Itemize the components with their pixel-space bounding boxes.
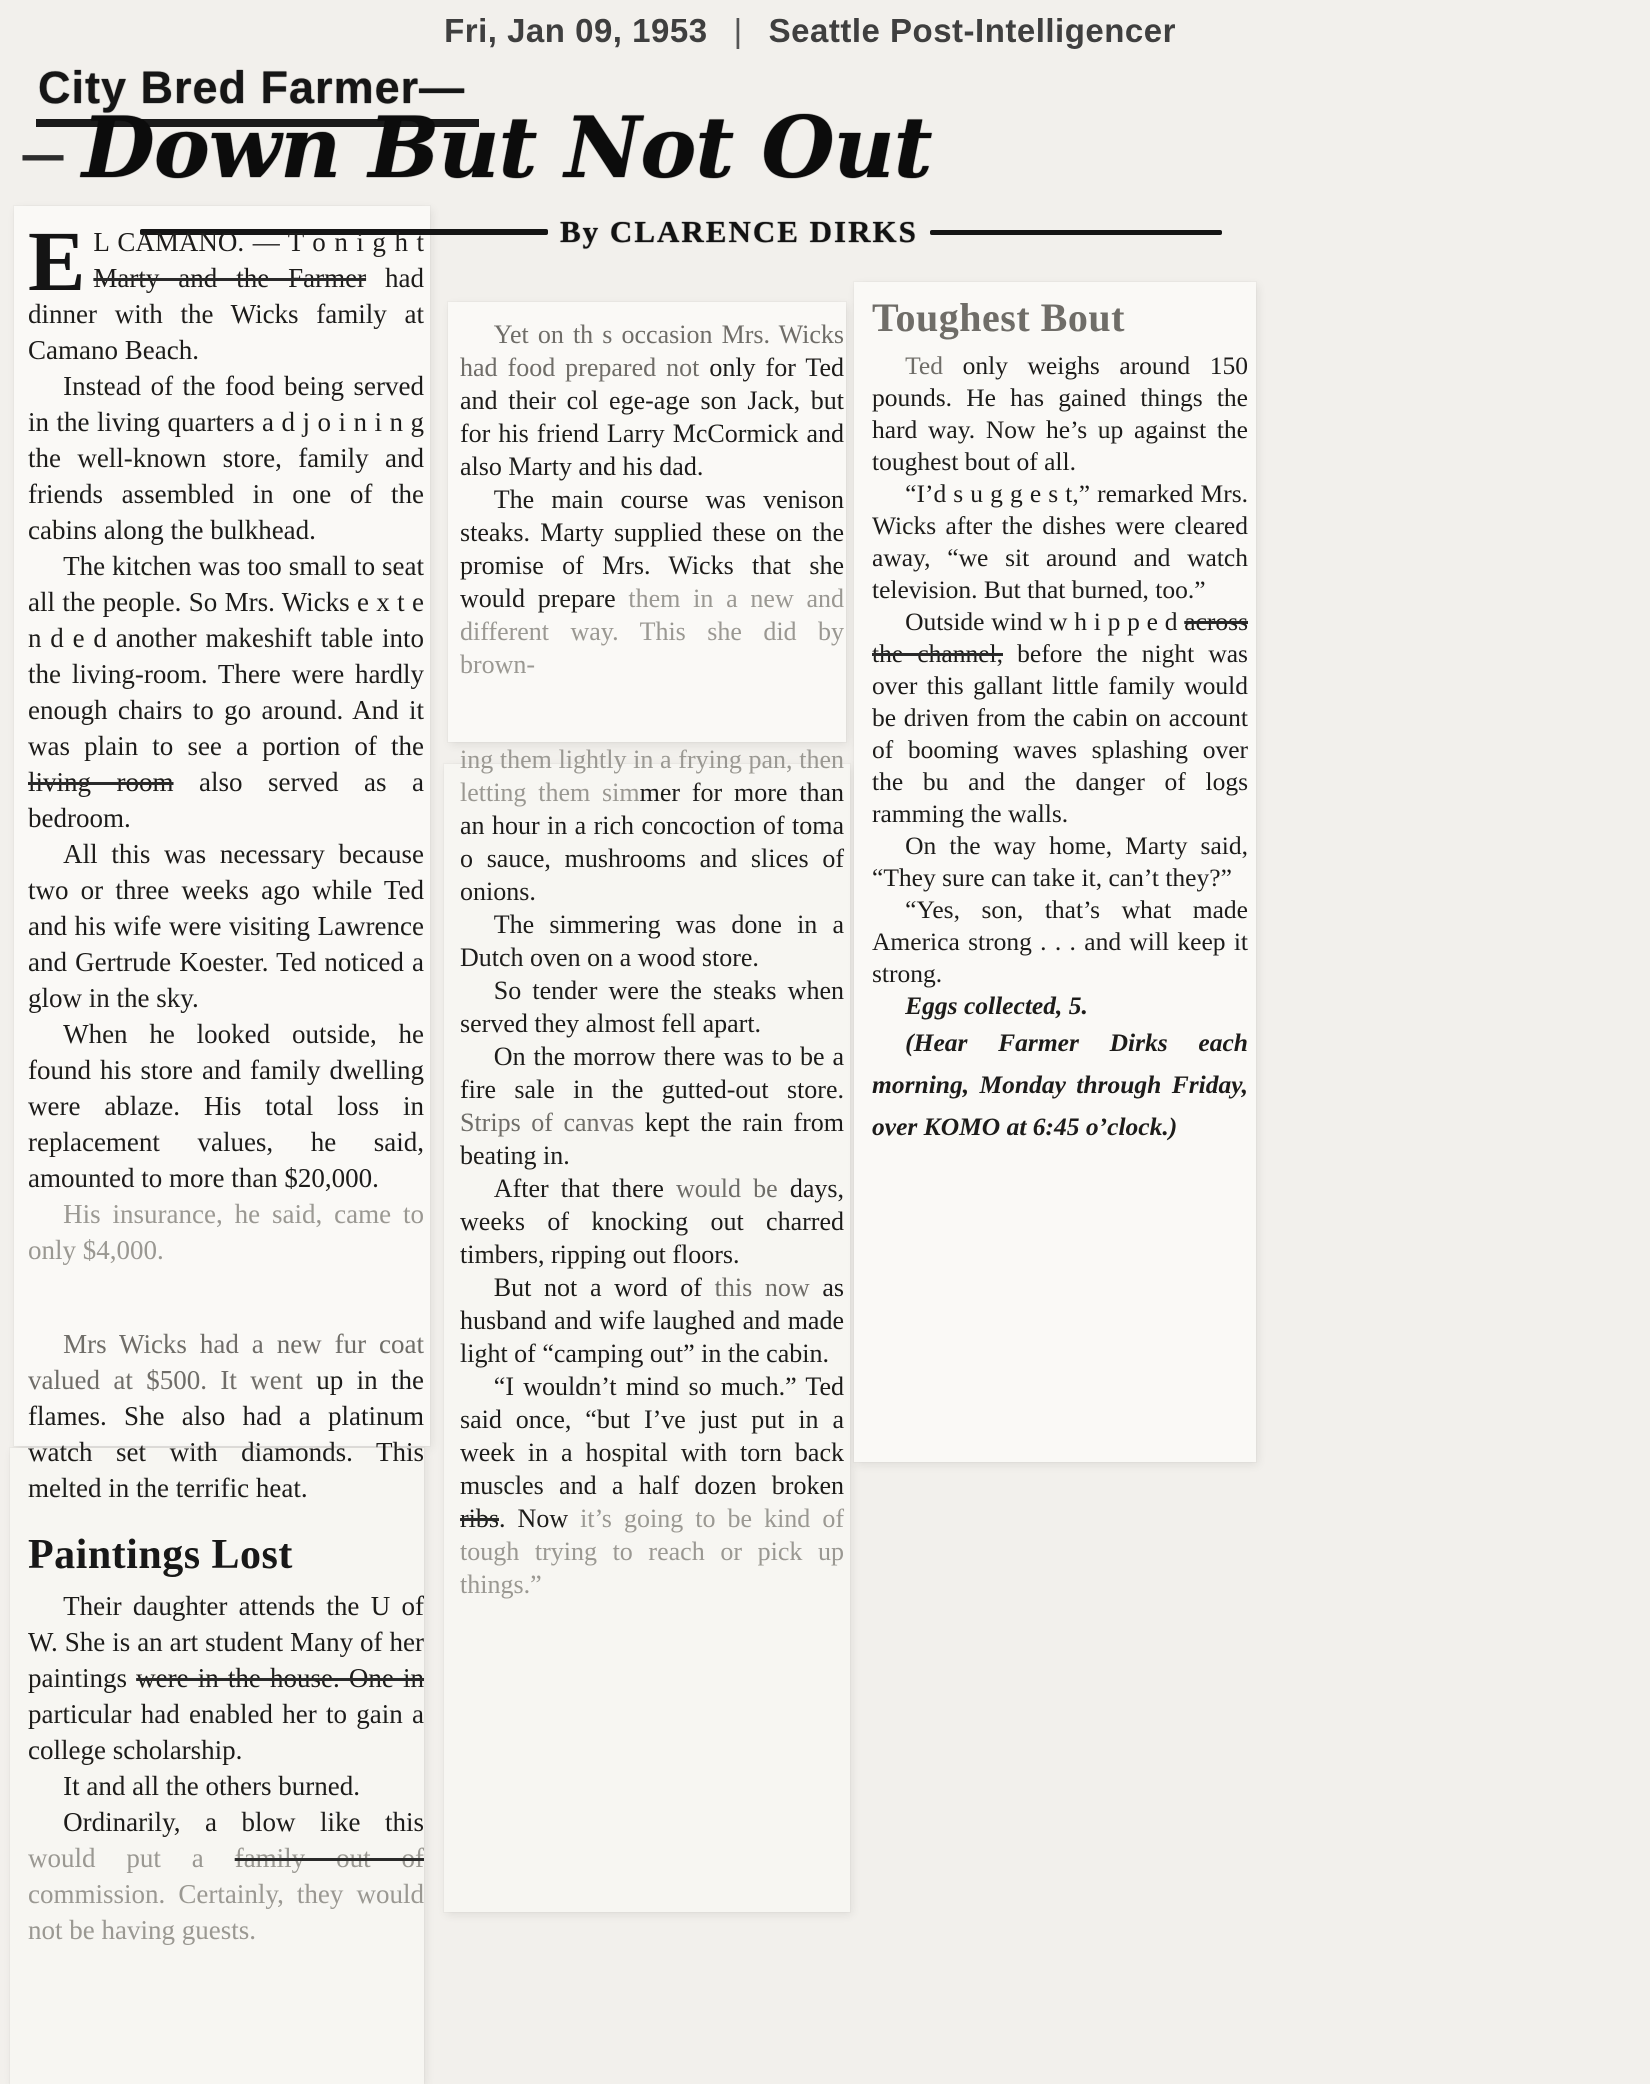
article-paragraph [28, 1768, 424, 1804]
text-segment: mer for more than an hour in a rich concoction of toma o sauce, mushrooms and slices of onions. [460, 778, 844, 906]
text-segment: particular had enabled her to gain a college scholarship. [28, 1699, 424, 1766]
column-1 [28, 213, 425, 1948]
article-paragraph [28, 1588, 424, 1768]
article-paragraph [460, 1040, 844, 1172]
text-segment: . Now [499, 1504, 581, 1533]
text-segment: Paintings Lost [28, 1532, 293, 1578]
text-segment: living room [28, 767, 174, 797]
article-paragraph [872, 894, 1248, 990]
text-segment: So tender were the steaks when served they almost fell apart. [460, 976, 844, 1038]
drop-cap: E [28, 213, 86, 309]
text-segment: ribs [460, 1504, 499, 1533]
text-segment: Ted [905, 351, 963, 380]
text-segment: On the morrow there was to be a fire sale in the gutted-out store. [460, 1042, 844, 1104]
article-paragraph [460, 483, 844, 681]
text-segment: them in a new and different way. This she did by brown- [460, 584, 844, 679]
text-segment: “I wouldn’t mind so much.” Ted said once, “but I’ve just put in a week in a hospital with torn back muscles and a half dozen broken [460, 1372, 844, 1500]
article-paragraph [28, 836, 424, 1016]
masthead-separator: | [733, 12, 743, 49]
masthead-date: Fri, Jan 09, 1953 [444, 12, 708, 49]
article-paragraph [872, 990, 1248, 1022]
text-segment: “Yes, son, that’s what made America strong . . . and will keep it strong. [872, 895, 1248, 988]
text-segment: It and all the others burned. [63, 1771, 361, 1802]
text-segment: The kitchen was too small to seat all the people. So Mrs. Wicks e x t e n d e d another makeshift table into the living-room. There were hardly enough chairs to go around. And it was plain to see a portion of the [28, 551, 424, 761]
article-paragraph [872, 1022, 1248, 1148]
text-segment: Eggs collected, 5. [905, 991, 1088, 1020]
article-paragraph [872, 606, 1248, 830]
masthead-source: Seattle Post-Intelligencer [768, 12, 1176, 49]
article-paragraph [872, 830, 1248, 894]
text-segment: would be [676, 1174, 778, 1203]
text-segment: also served as a bedroom. [28, 767, 424, 833]
text-segment: But not a word of [493, 1273, 715, 1302]
column-3 [872, 296, 1248, 1148]
text-segment: Toughest Bout [872, 295, 1125, 340]
article-paragraph [28, 1016, 424, 1196]
text-segment: The simmering was done in a Dutch oven on a wood store. [460, 910, 844, 972]
article-paragraph [460, 1271, 844, 1370]
text-segment: had dinner with the Wicks family at Camano Beach. [28, 263, 425, 365]
article-paragraph [28, 1804, 424, 1948]
text-segment: days, weeks of knocking out charred timbers, ripping out floors. [460, 1174, 844, 1269]
text-segment: ing them lightly in a frying pan, then letting them sim [460, 745, 844, 807]
section-subhead [872, 296, 1248, 340]
article-paragraph [28, 548, 424, 836]
kicker: City Bred Farmer— [36, 62, 479, 127]
article-paragraph [28, 213, 425, 368]
masthead [0, 12, 1620, 50]
text-segment: All this was necessary because two or three weeks ago while Ted and his wife were visiting Lawrence and Gertrude Koester. Ted noticed a glow in the sky. [28, 839, 424, 1013]
column-2 [460, 318, 844, 1601]
text-segment: When he looked outside, he found his store and family dwelling were ablaze. His total loss in replacement values, he said, amounted to more than $20,000. [28, 1019, 424, 1193]
article-paragraph [28, 1196, 424, 1268]
text-segment: On the way home, Marty said, “They sure can take it, can’t they?” [872, 831, 1248, 892]
headline-row [20, 98, 932, 197]
text-segment: Ordinarily, a blow like this [63, 1807, 424, 1838]
text-segment: Yet on th s occasion Mrs. Wicks had food prepared not [460, 320, 844, 382]
text-segment: family out of [234, 1843, 424, 1874]
text-segment: across the channel, [872, 607, 1248, 668]
text-segment: (Hear Farmer Dirks each morning, Monday through Friday, over KOMO at 6:45 o’clock.) [872, 1028, 1248, 1141]
text-segment: commission. Certainly, they would not be having guests. [28, 1879, 424, 1946]
section-subhead [28, 1532, 424, 1578]
headline-dash: — [20, 127, 66, 182]
article-paragraph [460, 1370, 844, 1601]
text-segment: before the night was over this gallant little family would be driven from the cabin on account of booming waves splashing over the bu and the danger of logs ramming the walls. [872, 639, 1248, 828]
byline-rule-right [930, 230, 1222, 235]
article-paragraph [460, 908, 844, 974]
text-segment: Their daughter attends the U of W. She is an art student Many of her paintings [28, 1591, 424, 1694]
clipping-gap [460, 681, 844, 743]
text-segment: this now [714, 1273, 810, 1302]
article-paragraph [460, 1172, 844, 1271]
article-paragraph [28, 368, 424, 548]
article-paragraph [460, 974, 844, 1040]
text-segment: it’s going to be kind of tough trying to reach or pick up things.” [460, 1504, 844, 1599]
text-segment: were in the house. One in [136, 1663, 425, 1694]
text-segment: Outside wind w h i p p e d [905, 607, 1185, 636]
text-segment: Strips of canvas [460, 1108, 635, 1137]
text-segment: L CAMANO. — T o n i g h t [93, 227, 424, 257]
text-segment: up in the flames. She also had a platinum watch set with diamonds. This melted in the terrific heat. [28, 1365, 424, 1503]
text-segment: only for Ted and their col ege-age son Jack, but for his friend Larry McCormick and also Marty and his dad. [460, 353, 844, 481]
text-segment: The main course was venison steaks. Marty supplied these on the promise of Mrs. Wicks that she would prepare [460, 485, 844, 613]
article-paragraph [28, 1326, 424, 1506]
article-paragraph [460, 743, 844, 908]
byline: By CLARENCE DIRKS [560, 214, 918, 249]
text-segment: After that there [493, 1174, 677, 1203]
text-segment: Instead of the food being served in the living quarters a d j o i n i n g the well-known store, family and friends assembled in one of the cabins along the bulkhead. [28, 371, 424, 545]
text-segment: His insurance, he said, came to only $4,000. [28, 1199, 424, 1265]
text-segment: as husband and wife laughed and made light of “camping out” in the cabin. [460, 1273, 844, 1368]
article-paragraph [872, 478, 1248, 606]
article-paragraph [460, 318, 844, 483]
clipping-gap [28, 1268, 424, 1326]
text-segment: Marty and the Farmer [93, 263, 367, 293]
text-segment: only weighs around 150 pounds. He has gained things the hard way. Now he’s up against the toughest bout of all. [872, 351, 1248, 476]
headline: Down But Not Out [82, 98, 932, 197]
text-segment: Mrs Wicks had a new fur coat valued at $500. It went [28, 1329, 424, 1395]
article-paragraph [872, 350, 1248, 478]
text-segment: kept the rain from beating in. [460, 1108, 844, 1170]
text-segment: would put a [28, 1843, 235, 1874]
text-segment: “I’d s u g g e s t,” remarked Mrs. Wicks after the dishes were cleared away, “we sit around and watch television. But that burned, too.” [872, 479, 1248, 604]
